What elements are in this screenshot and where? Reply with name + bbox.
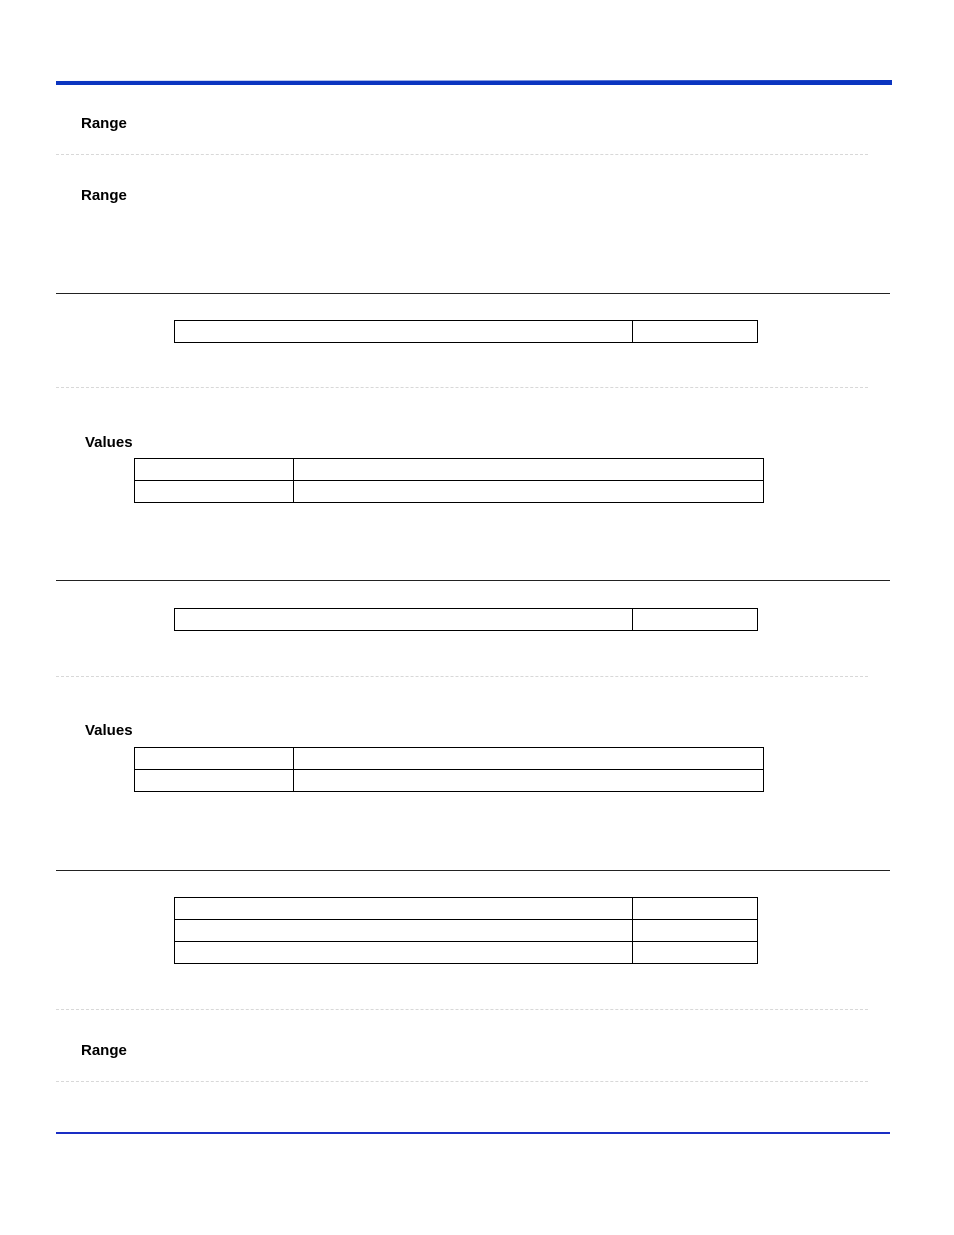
- table-row: [175, 920, 758, 942]
- table-cell: [175, 898, 633, 920]
- table-cell: [135, 748, 294, 770]
- table-cell: [135, 459, 294, 481]
- parameter-table-3: [174, 897, 758, 964]
- table-cell: [175, 321, 633, 343]
- section-divider: [56, 293, 890, 294]
- table-cell: [633, 898, 758, 920]
- values-label-1: Values: [85, 434, 133, 451]
- table-cell: [633, 920, 758, 942]
- table-cell: [633, 942, 758, 964]
- header-rule: [56, 80, 892, 85]
- dashed-divider: [56, 676, 868, 677]
- parameter-table-1: [174, 320, 758, 343]
- table-row: [175, 321, 758, 343]
- values-table-2: [134, 747, 764, 792]
- table-row: [135, 770, 764, 792]
- table-cell: [294, 748, 764, 770]
- values-table-1: [134, 458, 764, 503]
- section-divider: [56, 870, 890, 871]
- section-divider: [56, 580, 890, 581]
- values-label-2: Values: [85, 722, 133, 739]
- range-label-3: Range: [81, 1042, 127, 1059]
- dashed-divider: [56, 387, 868, 388]
- table-cell: [633, 609, 758, 631]
- table-row: [175, 898, 758, 920]
- table-cell: [175, 942, 633, 964]
- dashed-divider: [56, 1081, 868, 1082]
- range-label-2: Range: [81, 187, 127, 204]
- table-cell: [294, 770, 764, 792]
- table-cell: [175, 920, 633, 942]
- table-cell: [294, 459, 764, 481]
- footer-rule: [56, 1132, 890, 1134]
- dashed-divider: [56, 154, 868, 155]
- parameter-table-2: [174, 608, 758, 631]
- dashed-divider: [56, 1009, 868, 1010]
- range-label-1: Range: [81, 115, 127, 132]
- table-cell: [175, 609, 633, 631]
- table-row: [175, 942, 758, 964]
- table-cell: [135, 481, 294, 503]
- table-row: [135, 481, 764, 503]
- table-row: [135, 748, 764, 770]
- table-cell: [294, 481, 764, 503]
- table-cell: [135, 770, 294, 792]
- table-cell: [633, 321, 758, 343]
- table-row: [175, 609, 758, 631]
- table-row: [135, 459, 764, 481]
